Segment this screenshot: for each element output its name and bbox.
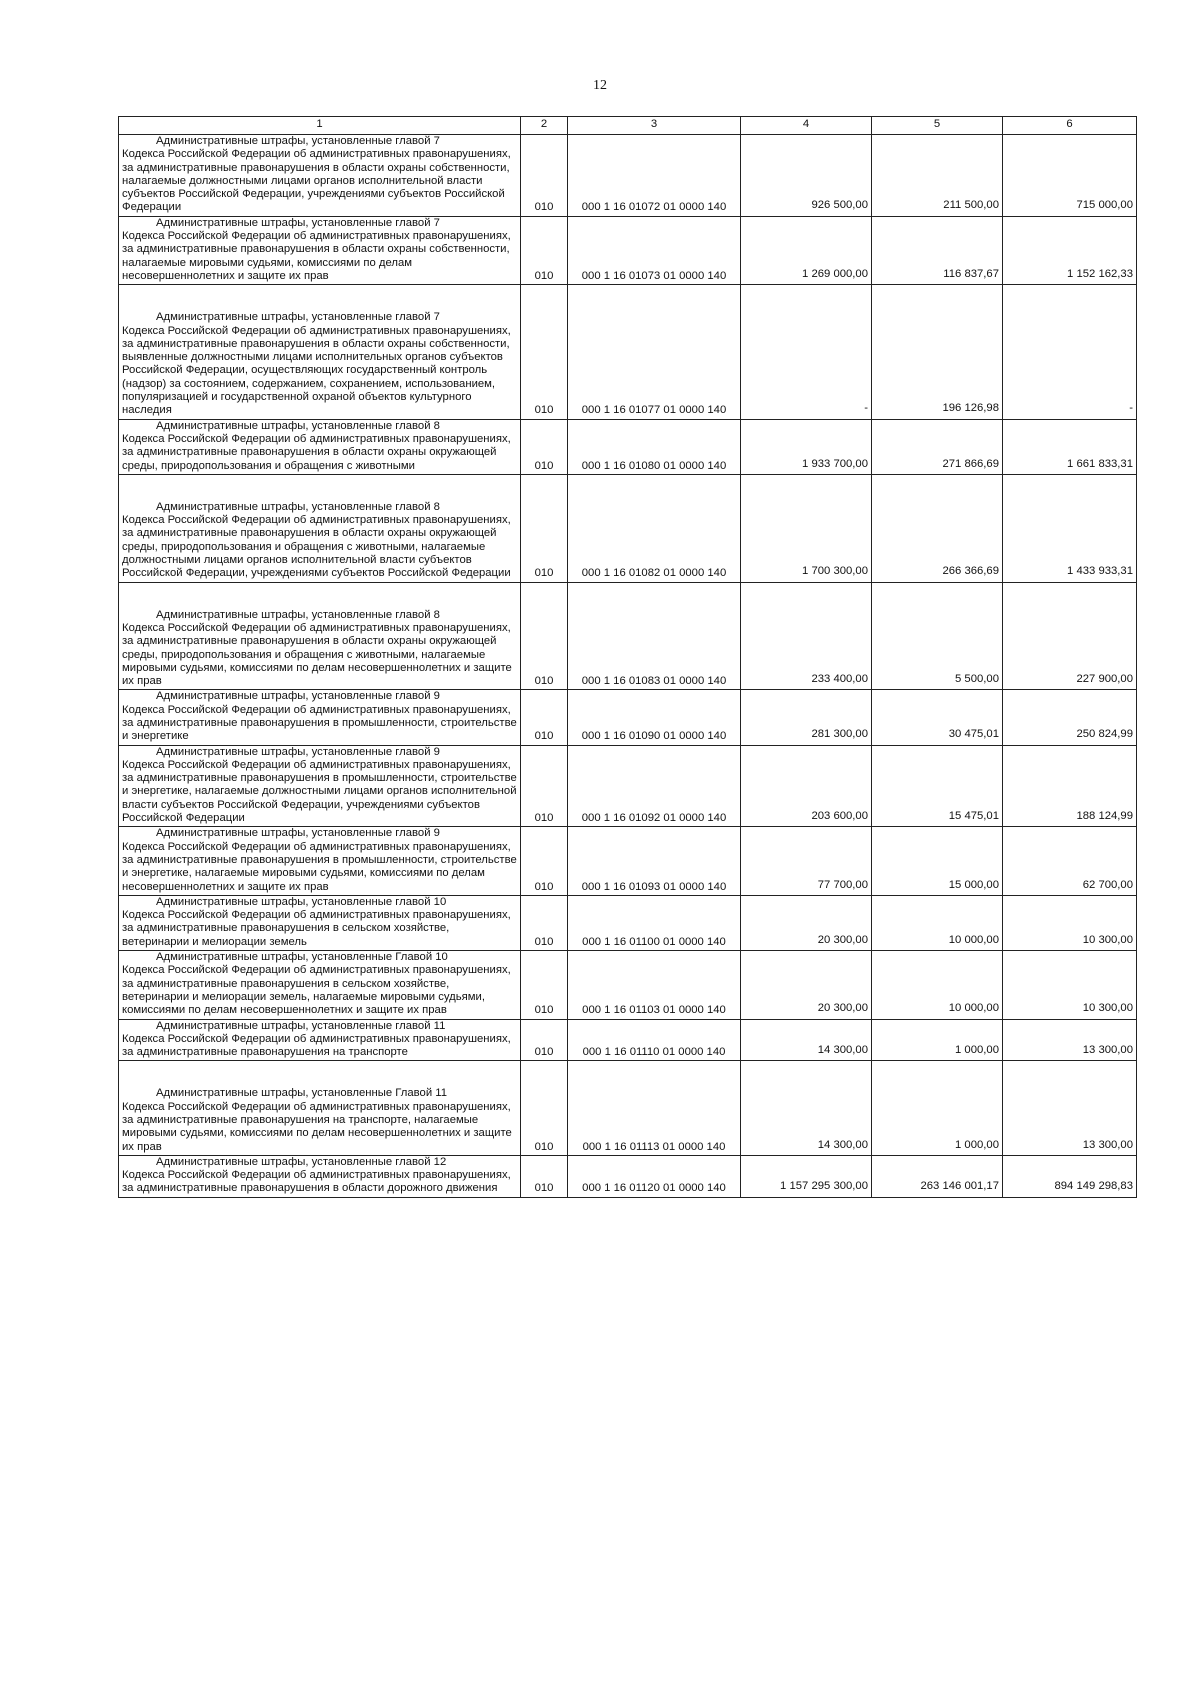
description-text: Кодекса Российской Федерации об административных правонарушениях, за административные правонарушения в области охраны собственности, налагаемые должностными лицами органов исполнительной власти субъектов Российской Федерации, учреждениями субъектов Российской Федерации	[122, 148, 511, 214]
value-column-6	[1003, 135, 1137, 217]
value-column-4-text: 926 500,00	[811, 199, 868, 212]
value-column-5	[872, 285, 1003, 419]
value-column-6-text: 1 661 833,31	[1067, 457, 1133, 470]
description-text: Кодекса Российской Федерации об административных правонарушениях, за административные правонарушения в сельском хозяйстве, ветеринарии и мелиорации земель, налагаемые мировыми судьями, комиссиями по делам несовершеннолетних и защите их прав	[122, 964, 511, 1017]
line-code: 010	[521, 690, 568, 745]
budget-classification-code: 000 1 16 01092 01 0000 140	[568, 745, 741, 827]
description-first-line: Административные штрафы, установленные главой 9	[156, 745, 440, 758]
value-column-5-text: 15 475,01	[948, 810, 999, 823]
revenue-table	[118, 116, 1137, 1198]
value-column-6	[1003, 827, 1137, 895]
table-row	[119, 1155, 1137, 1197]
table-row	[119, 285, 1137, 419]
value-column-6	[1003, 745, 1137, 827]
value-column-6-text: 62 700,00	[1082, 878, 1133, 891]
value-column-4-text: 1 700 300,00	[802, 565, 868, 578]
description-text: Кодекса Российской Федерации об административных правонарушениях, за административные правонарушения в области охраны окружающей среды, природопользования и обращения с животными, налагаемые мировыми судьями, комиссиями по делам несовершеннолетних и защите их прав	[122, 621, 512, 688]
budget-classification-code: 000 1 16 01120 01 0000 140	[568, 1155, 741, 1197]
line-code: 010	[521, 216, 568, 284]
table-row	[119, 1019, 1137, 1061]
description-text: Кодекса Российской Федерации об административных правонарушениях, за административные правонарушения в сельском хозяйстве, ветеринарии и мелиорации земель	[122, 909, 511, 948]
value-column-5-text: 10 000,00	[948, 1002, 999, 1015]
description-text: Кодекса Российской Федерации об административных правонарушениях, за административные правонарушения в промышленности, строительстве и энергетике	[122, 703, 517, 743]
value-column-5-text: 211 500,00	[943, 199, 999, 212]
value-column-5	[872, 135, 1003, 217]
value-column-5-text: 196 126,98	[942, 402, 999, 415]
line-code: 010	[521, 419, 568, 474]
budget-classification-code: 000 1 16 01093 01 0000 140	[568, 827, 741, 895]
table-row	[119, 135, 1137, 217]
value-column-4-text: 77 700,00	[817, 878, 868, 891]
value-column-4	[741, 745, 872, 827]
description-first-line: Административные штрафы, установленные главой 8	[156, 500, 440, 513]
column-header-4: 4	[741, 117, 872, 135]
value-column-6	[1003, 474, 1137, 582]
value-column-4	[741, 951, 872, 1019]
value-column-5	[872, 1019, 1003, 1061]
description-text: Кодекса Российской Федерации об административных правонарушениях, за административные правонарушения на транспорте	[122, 1032, 511, 1059]
value-column-4-text: 1 157 295 300,00	[780, 1180, 868, 1193]
description-first-line: Административные штрафы, установленные главой 11	[156, 1019, 446, 1032]
value-column-5	[872, 951, 1003, 1019]
description-first-line: Административные штрафы, установленные главой 9	[156, 690, 440, 703]
line-code: 010	[521, 135, 568, 217]
value-column-6-text: 13 300,00	[1082, 1138, 1133, 1151]
value-column-5	[872, 582, 1003, 690]
description-text: Кодекса Российской Федерации об административных правонарушениях, за административные правонарушения в области охраны окружающей среды, природопользования и обращения с животными	[122, 432, 511, 472]
value-column-6	[1003, 216, 1137, 284]
value-column-6-text: 250 824,99	[1076, 728, 1133, 741]
value-column-5	[872, 690, 1003, 745]
column-number-row	[119, 117, 1137, 135]
value-column-6-text: 188 124,99	[1076, 810, 1133, 823]
row-description	[119, 827, 521, 895]
column-header-1: 1	[119, 117, 521, 135]
description-first-line: Административные штрафы, установленные главой 12	[156, 1155, 447, 1168]
table-row	[119, 827, 1137, 895]
budget-classification-code: 000 1 16 01077 01 0000 140	[568, 285, 741, 419]
value-column-6-text: 894 149 298,83	[1054, 1180, 1133, 1193]
row-description	[119, 690, 521, 745]
value-column-4	[741, 474, 872, 582]
value-column-4-text: 20 300,00	[817, 933, 868, 946]
row-description	[119, 1061, 521, 1155]
description-first-line: Административные штрафы, установленные главой 7	[156, 311, 440, 324]
line-code: 010	[521, 895, 568, 950]
value-column-4-text: 14 300,00	[817, 1044, 868, 1057]
table-row	[119, 419, 1137, 474]
value-column-5-text: 263 146 001,17	[920, 1180, 999, 1193]
value-column-6	[1003, 1019, 1137, 1061]
table-row	[119, 951, 1137, 1019]
budget-classification-code: 000 1 16 01103 01 0000 140	[568, 951, 741, 1019]
budget-classification-code: 000 1 16 01083 01 0000 140	[568, 582, 741, 690]
description-first-line: Административные штрафы, установленные Главой 11	[156, 1087, 447, 1100]
row-description	[119, 135, 521, 217]
value-column-5-text: 15 000,00	[948, 878, 999, 891]
value-column-5-text: 30 475,01	[948, 728, 999, 741]
value-column-6-text: 715 000,00	[1076, 199, 1133, 212]
column-header-6: 6	[1003, 117, 1137, 135]
description-text: Кодекса Российской Федерации об административных правонарушениях, за административные правонарушения в области охраны собственности, налагаемые мировыми судьями, комиссиями по делам несовершеннолетних и защите их прав	[122, 230, 511, 282]
budget-classification-code: 000 1 16 01110 01 0000 140	[568, 1019, 741, 1061]
description-first-line: Административные штрафы, установленные главой 8	[156, 608, 440, 621]
value-column-4	[741, 582, 872, 690]
value-column-5	[872, 1061, 1003, 1155]
value-column-6	[1003, 951, 1137, 1019]
column-header-3: 3	[568, 117, 741, 135]
line-code: 010	[521, 1061, 568, 1155]
line-code: 010	[521, 1155, 568, 1197]
budget-classification-code: 000 1 16 01073 01 0000 140	[568, 216, 741, 284]
value-column-6-text: 1 152 162,33	[1067, 267, 1133, 280]
table-row	[119, 216, 1137, 284]
value-column-5-text: 5 500,00	[955, 673, 999, 686]
budget-classification-code: 000 1 16 01090 01 0000 140	[568, 690, 741, 745]
value-column-5	[872, 827, 1003, 895]
description-text: Кодекса Российской Федерации об административных правонарушениях, за административные правонарушения в промышленности, строительстве и энергетике, налагаемые мировыми судьями, комиссиями по делам несовершеннолетних и защите их прав	[122, 840, 517, 893]
line-code: 010	[521, 1019, 568, 1061]
page-number: 12	[593, 78, 607, 93]
description-text: Кодекса Российской Федерации об административных правонарушениях, за административные правонарушения на транспорте, налагаемые мировыми судьями, комиссиями по делам несовершеннолетних и защите их прав	[122, 1100, 512, 1153]
description-first-line: Административные штрафы, установленные главой 9	[156, 827, 440, 840]
value-column-5	[872, 895, 1003, 950]
value-column-6	[1003, 1155, 1137, 1197]
row-description	[119, 1019, 521, 1061]
table-row	[119, 582, 1137, 690]
value-column-4	[741, 1019, 872, 1061]
value-column-4	[741, 895, 872, 950]
value-column-4	[741, 135, 872, 217]
value-column-6	[1003, 1061, 1137, 1155]
row-description	[119, 216, 521, 284]
line-code: 010	[521, 285, 568, 419]
value-column-6-text: 1 433 933,31	[1067, 565, 1133, 578]
line-code: 010	[521, 474, 568, 582]
budget-classification-code: 000 1 16 01100 01 0000 140	[568, 895, 741, 950]
value-column-5-text: 116 837,67	[943, 267, 999, 280]
description-text: Кодекса Российской Федерации об административных правонарушениях, за административные правонарушения в области охраны собственности, выявленные должностными лицами исполнительных органов субъектов Российской Федерации, осуществляющих государственный контроль (надзор) за состоянием, содержанием, сохранением, использованием, популяризацией и государственной охраной объектов культурного наследия	[122, 324, 511, 417]
description-first-line: Административные штрафы, установленные главой 7	[156, 135, 440, 147]
value-column-4	[741, 690, 872, 745]
value-column-4-text: 14 300,00	[817, 1138, 868, 1151]
value-column-6	[1003, 582, 1137, 690]
value-column-6-text: 227 900,00	[1076, 673, 1133, 686]
value-column-5-text: 10 000,00	[948, 933, 999, 946]
table-row	[119, 745, 1137, 827]
row-description	[119, 285, 521, 419]
line-code: 010	[521, 745, 568, 827]
row-description	[119, 951, 521, 1019]
value-column-5-text: 266 366,69	[942, 565, 999, 578]
description-first-line: Административные штрафы, установленные главой 10	[156, 895, 447, 908]
value-column-5-text: 1 000,00	[955, 1138, 999, 1151]
value-column-4	[741, 1155, 872, 1197]
value-column-5	[872, 1155, 1003, 1197]
budget-classification-code: 000 1 16 01072 01 0000 140	[568, 135, 741, 217]
description-text: Кодекса Российской Федерации об административных правонарушениях, за административные правонарушения в промышленности, строительстве и энергетике, налагаемые должностными лицами органов исполнительной власти субъектов Российской Федерации, учреждениями субъектов Российской Федерации	[122, 758, 517, 825]
value-column-5	[872, 745, 1003, 827]
budget-classification-code: 000 1 16 01113 01 0000 140	[568, 1061, 741, 1155]
line-code: 010	[521, 951, 568, 1019]
value-column-6-text: 10 300,00	[1082, 1002, 1133, 1015]
value-column-5	[872, 419, 1003, 474]
value-column-4-text: 203 600,00	[811, 810, 868, 823]
value-column-4-text: 233 400,00	[811, 673, 868, 686]
value-column-4-text: 281 300,00	[811, 728, 868, 741]
value-column-4	[741, 216, 872, 284]
line-code: 010	[521, 582, 568, 690]
line-code: 010	[521, 827, 568, 895]
row-description	[119, 1155, 521, 1197]
row-description	[119, 745, 521, 827]
value-column-6-text: 10 300,00	[1082, 933, 1133, 946]
description-first-line: Административные штрафы, установленные главой 8	[156, 419, 440, 432]
description-first-line: Административные штрафы, установленные Главой 10	[156, 951, 448, 964]
value-column-6-text: 13 300,00	[1082, 1044, 1133, 1057]
value-column-4-text: -	[864, 402, 868, 415]
value-column-4	[741, 285, 872, 419]
column-header-2: 2	[521, 117, 568, 135]
row-description	[119, 582, 521, 690]
description-text: Кодекса Российской Федерации об административных правонарушениях, за административные правонарушения в области дорожного движения	[122, 1169, 511, 1195]
row-description	[119, 474, 521, 582]
value-column-5	[872, 216, 1003, 284]
budget-classification-code: 000 1 16 01082 01 0000 140	[568, 474, 741, 582]
table-body	[119, 135, 1137, 1198]
row-description	[119, 895, 521, 950]
value-column-6	[1003, 285, 1137, 419]
row-description	[119, 419, 521, 474]
value-column-4-text: 1 269 000,00	[802, 267, 868, 280]
value-column-4	[741, 1061, 872, 1155]
description-first-line: Административные штрафы, установленные главой 7	[156, 216, 440, 229]
table-row	[119, 690, 1137, 745]
table-row	[119, 474, 1137, 582]
value-column-4-text: 1 933 700,00	[802, 457, 868, 470]
table-row	[119, 895, 1137, 950]
value-column-5-text: 271 866,69	[942, 457, 999, 470]
table-row	[119, 1061, 1137, 1155]
budget-classification-code: 000 1 16 01080 01 0000 140	[568, 419, 741, 474]
value-column-6	[1003, 419, 1137, 474]
value-column-6	[1003, 690, 1137, 745]
description-text: Кодекса Российской Федерации об административных правонарушениях, за административные правонарушения в области охраны окружающей среды, природопользования и обращения с животными, налагаемые должностными лицами органов исполнительной власти субъектов Российской Федерации, учреждениями субъектов Российской Федерации	[122, 514, 511, 580]
value-column-5-text: 1 000,00	[955, 1044, 999, 1057]
value-column-4	[741, 827, 872, 895]
value-column-5	[872, 474, 1003, 582]
value-column-4-text: 20 300,00	[817, 1002, 868, 1015]
value-column-4	[741, 419, 872, 474]
column-header-5: 5	[872, 117, 1003, 135]
value-column-6	[1003, 895, 1137, 950]
value-column-6-text: -	[1129, 402, 1133, 415]
